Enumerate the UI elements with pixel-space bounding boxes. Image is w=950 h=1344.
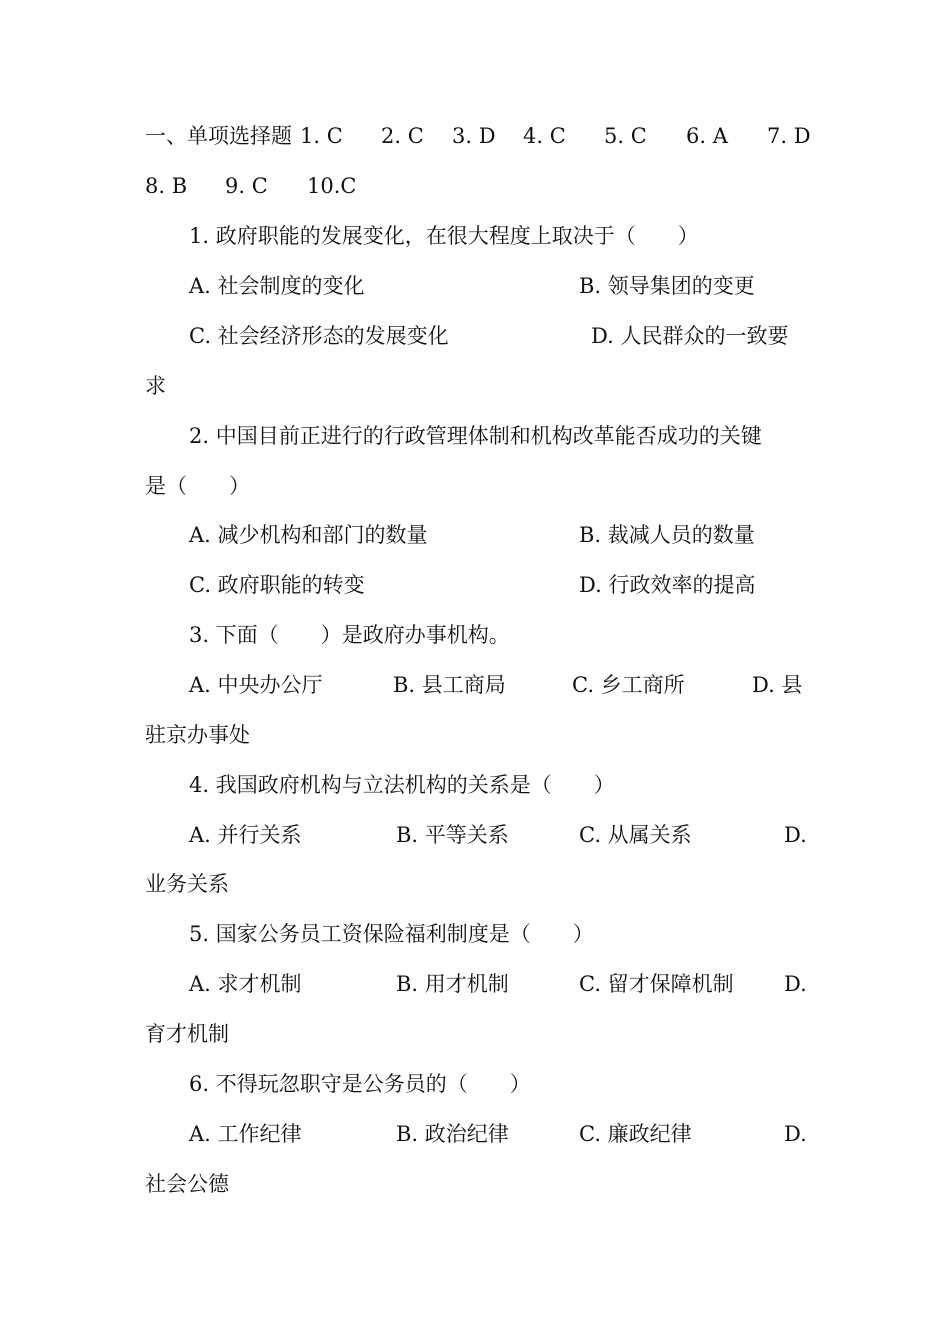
option-b: B. 政治纪律 [396,1122,509,1146]
question-4-option-continuation [0,859,950,909]
option-d: D. [784,823,807,847]
option-d: D. 行政效率的提高 [579,573,756,597]
question-6-options [0,1109,950,1159]
question-stem-continuation: 是（ ） [145,474,250,498]
option-continuation: 业务关系 [145,872,229,896]
option-c: C. 社会经济形态的发展变化 [189,324,449,348]
option-c: C. 廉政纪律 [579,1122,692,1146]
question-2-stem-continuation [0,461,950,511]
option-a: A. 减少机构和部门的数量 [189,523,428,547]
question-1-options-row-1 [0,261,950,311]
option-b: B. 平等关系 [396,823,509,847]
option-continuation: 育才机制 [145,1022,229,1046]
question-5-option-continuation [0,1009,950,1059]
answer-item: 1. C [300,124,343,148]
option-continuation: 社会公德 [145,1172,229,1196]
answer-item: 4. C [523,124,566,148]
option-d: D. [784,1122,807,1146]
question-3-stem [0,610,950,660]
option-b: B. 领导集团的变更 [579,274,755,298]
answer-item: 3. D [452,124,496,148]
option-c: C. 从属关系 [579,823,692,847]
option-d: D. 县 [752,673,803,697]
answer-item: 10.C [307,174,357,198]
option-d: D. [784,972,807,996]
answer-item: 5. C [604,124,647,148]
option-b: B. 裁减人员的数量 [579,523,755,547]
question-3-option-continuation [0,710,950,760]
question-3-options [0,660,950,710]
answer-key-line-2 [0,161,950,211]
question-stem: 4. 我国政府机构与立法机构的关系是（ ） [189,773,615,797]
question-2-stem [0,411,950,461]
question-5-options [0,959,950,1009]
question-stem: 5. 国家公务员工资保险福利制度是（ ） [189,922,594,946]
question-stem: 1. 政府职能的发展变化，在很大程度上取决于（ ） [189,224,699,248]
question-5-stem [0,909,950,959]
answer-item: 2. C [381,124,424,148]
question-1-option-continuation [0,361,950,411]
option-c: C. 留才保障机制 [579,972,734,996]
option-b: B. 县工商局 [393,673,506,697]
answer-key-line-1 [0,111,950,161]
answer-item: 9. C [225,174,268,198]
question-stem: 3. 下面（ ）是政府办事机构。 [189,623,510,647]
question-4-options [0,810,950,860]
option-c: C. 乡工商所 [572,673,685,697]
option-a: A. 求才机制 [189,972,302,996]
answer-item: 7. D [767,124,811,148]
question-2-options-row-1 [0,510,950,560]
question-stem: 6. 不得玩忽职守是公务员的（ ） [189,1072,531,1096]
question-1-stem [0,211,950,261]
question-4-stem [0,760,950,810]
option-a: A. 中央办公厅 [189,673,323,697]
question-stem: 2. 中国目前正进行的行政管理体制和机构改革能否成功的关键 [189,424,762,448]
answer-item: 8. B [145,174,188,198]
question-2-options-row-2 [0,560,950,610]
option-a: A. 并行关系 [189,823,302,847]
option-continuation: 求 [145,374,166,398]
question-6-option-continuation [0,1159,950,1209]
option-d: D. 人民群众的一致要 [591,324,789,348]
question-6-stem [0,1059,950,1109]
option-b: B. 用才机制 [396,972,509,996]
option-c: C. 政府职能的转变 [189,573,365,597]
option-a: A. 社会制度的变化 [189,274,365,298]
section-heading: 一、单项选择题 [145,124,292,148]
question-1-options-row-2 [0,311,950,361]
option-continuation: 驻京办事处 [145,723,250,747]
option-a: A. 工作纪律 [189,1122,302,1146]
answer-item: 6. A [686,124,728,148]
